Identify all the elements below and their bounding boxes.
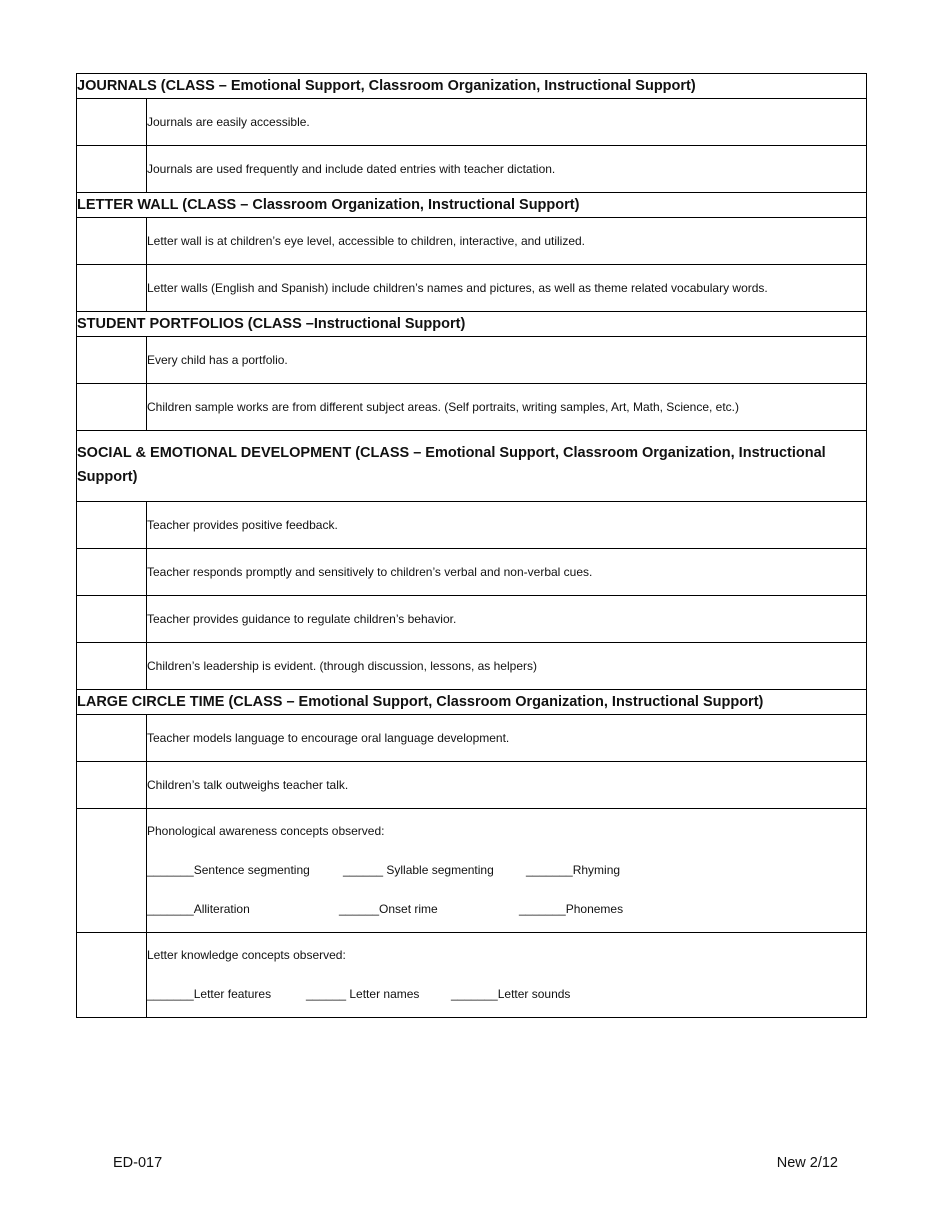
checklist-item-text: Teacher responds promptly and sensitively to children’s verbal and non-verbal cues. [147,549,867,596]
phonological-awareness-row [77,809,867,933]
check-cell[interactable] [77,715,147,762]
checklist-item-text: Children sample works are from different subject areas. (Self portraits, writing samples, Art, Math, Science, etc.) [147,384,867,431]
section-header-social-emotional [77,431,867,502]
checklist-row [77,99,867,146]
checklist-row [77,596,867,643]
section-title: SOCIAL & EMOTIONAL DEVELOPMENT (CLASS – Emotional Support, Classroom Organization, Instructional Support) [77,431,867,502]
check-cell[interactable] [77,384,147,431]
check-cell[interactable] [77,502,147,549]
checklist-item-text: Children’s leadership is evident. (through discussion, lessons, as helpers) [147,643,867,690]
check-cell[interactable] [77,218,147,265]
checklist-row [77,643,867,690]
check-cell[interactable] [77,265,147,312]
section-header-large-circle-time [77,690,867,715]
option-rhyming[interactable]: _______Rhyming [526,862,621,877]
checklist-row [77,337,867,384]
section-title: LETTER WALL (CLASS – Classroom Organization, Instructional Support) [77,193,867,218]
checklist-row [77,549,867,596]
checklist-item-text: Teacher provides positive feedback. [147,502,867,549]
option-sentence-segmenting[interactable]: _______Sentence segmenting [147,862,310,877]
phonological-title: Phonological awareness concepts observed: [147,823,385,838]
checklist-item-text: Teacher provides guidance to regulate children’s behavior. [147,596,867,643]
revision-label: New 2/12 [776,1155,838,1171]
checklist-item-text: Journals are easily accessible. [147,99,867,146]
check-cell[interactable] [77,933,147,1018]
phonological-options-row-2 [147,902,866,916]
checklist-item-text: Journals are used frequently and include dated entries with teacher dictation. [147,146,867,193]
checklist-row [77,502,867,549]
check-cell[interactable] [77,549,147,596]
section-header-student-portfolios [77,312,867,337]
checklist-row [77,715,867,762]
check-cell[interactable] [77,762,147,809]
checklist-row [77,218,867,265]
letter-knowledge-title: Letter knowledge concepts observed: [147,947,346,962]
check-cell[interactable] [77,809,147,933]
checklist-item-text: Teacher models language to encourage oral language development. [147,715,867,762]
option-phonemes[interactable]: _______Phonemes [519,901,624,916]
letter-knowledge-row [77,933,867,1018]
checklist-row [77,146,867,193]
check-cell[interactable] [77,99,147,146]
checklist-item-text: Letter walls (English and Spanish) include children’s names and pictures, as well as theme related vocabulary words. [147,265,867,312]
option-onset-rime[interactable]: ______Onset rime [339,901,438,916]
checklist-row [77,384,867,431]
checklist-item-text: Every child has a portfolio. [147,337,867,384]
option-letter-features[interactable]: _______Letter features [147,986,272,1001]
letter-knowledge-cell [147,933,867,1018]
section-title: LARGE CIRCLE TIME (CLASS – Emotional Support, Classroom Organization, Instructional Support) [77,690,867,715]
observation-checklist-table [76,73,867,1018]
section-title: STUDENT PORTFOLIOS (CLASS –Instructional Support) [77,312,867,337]
form-number: ED-017 [113,1155,163,1171]
check-cell[interactable] [77,146,147,193]
phonological-options-row-1 [147,863,866,877]
checklist-item-text: Letter wall is at children’s eye level, accessible to children, interactive, and utilized. [147,218,867,265]
check-cell[interactable] [77,643,147,690]
phonological-awareness-cell [147,809,867,933]
option-letter-names[interactable]: ______ Letter names [306,986,420,1001]
check-cell[interactable] [77,337,147,384]
section-title: JOURNALS (CLASS – Emotional Support, Classroom Organization, Instructional Support) [77,74,867,99]
checklist-item-text: Children’s talk outweighs teacher talk. [147,762,867,809]
checklist-row [77,762,867,809]
option-syllable-segmenting[interactable]: ______ Syllable segmenting [343,862,494,877]
checklist-row [77,265,867,312]
option-alliteration[interactable]: _______Alliteration [147,901,250,916]
check-cell[interactable] [77,596,147,643]
section-header-letter-wall [77,193,867,218]
letter-knowledge-options-row [147,987,866,1001]
section-header-journals [77,74,867,99]
option-letter-sounds[interactable]: _______Letter sounds [451,986,571,1001]
